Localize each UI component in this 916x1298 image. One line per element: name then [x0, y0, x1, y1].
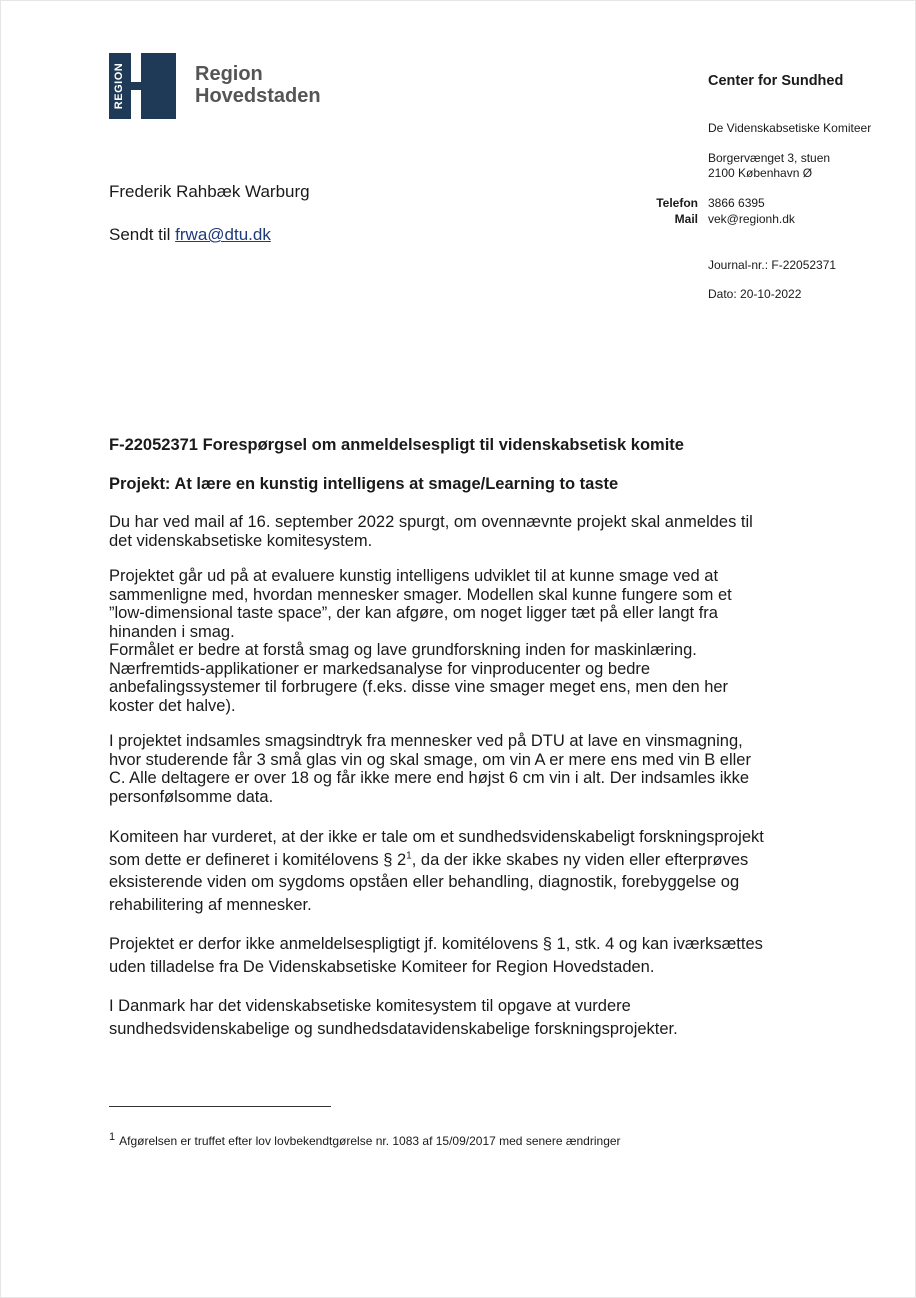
subject-heading: F-22052371 Forespørgsel om anmeldelsespligt til videnskabsetisk komite [109, 436, 684, 454]
project-heading: Projekt: At lære en kunstig intelligens at smage/Learning to taste [109, 475, 619, 493]
paragraph-6: Projektet er derfor ikke anmeldelsespligtigt jf. komitélovens § 1, stk. 4 og kan iværksættes uden tilladelse fra De Videnskabsetiske Komiteer for Region Hovedstaden. [109, 935, 763, 976]
recipient-email-link[interactable]: frwa@dtu.dk [175, 225, 271, 244]
footnote-number: 1 [109, 1131, 116, 1143]
paragraph-5 [109, 826, 769, 916]
logo-line1: Region [195, 63, 263, 85]
paragraph-5-part2: , da der ikke skabes ny viden eller efterprøves eksisterende viden om sygdoms opståen eller behandling, diagnostik, forebyggelse og rehabilitering af mennesker. [109, 850, 749, 914]
paragraph-4: I projektet indsamles smagsindtryk fra mennesker ved på DTU at lave en vinsmagning, hvor studerende får 3 små glas vin og skal smage, om vin A er mere ens med vin B eller C. Alle deltagere er over 18 og får ikke mere end højst 6 cm vin i alt. Der indsamles ikke personfølsomme data. [109, 732, 751, 806]
paragraph-5-part1: Komiteen har vurderet, at der ikke er tale om et sundhedsvidenskabeligt forskningsprojekt som dette er defineret i komitélovens § 2 [109, 828, 764, 869]
center-title: Center for Sundhed [708, 73, 844, 89]
address-line1: Borgervænget 3, stuen [708, 151, 831, 165]
letter-date: Dato: 20-10-2022 [708, 287, 802, 301]
mail-label: Mail [674, 212, 698, 226]
logo-mark-text: REGION [113, 62, 125, 110]
phone-value: 3866 6395 [708, 196, 765, 210]
footnote-text: Afgørelsen er truffet efter lov lovbekendtgørelse nr. 1083 af 15/09/2017 med senere ændringer [119, 1134, 621, 1148]
region-logo [109, 53, 321, 119]
sent-to-line [109, 225, 271, 245]
recipient-name: Frederik Rahbæk Warburg [109, 182, 310, 201]
paragraph-2: Projektet går ud på at evaluere kunstig intelligens udviklet til at kunne smage ved at sammenligne med, hvordan mennesker smager. Modellen skal kunne fungere som et ”low-dimensional taste space”, der kan afgøre, om noget ligger tæt på eller langt fra hinanden i smag. [109, 567, 732, 641]
paragraph-7: I Danmark har det videnskabsetiske komitesystem til opgave at vurdere sundhedsvidenskabelige og sundhedsdatavidenskabelige forskningsprojekter. [109, 997, 678, 1038]
committee-name: De Videnskabsetiske Komiteer [708, 121, 872, 135]
paragraph-3: Formålet er bedre at forstå smag og lave grundforskning inden for maskinlæring. Nærfremtids-applikationer er markedsanalyse for vinproducenter og bedre anbefalingssystemer til forbrugere (f.eks. disse vine smager meget ens, men den her koster det halve). [109, 641, 729, 715]
logo-wordmark [195, 63, 321, 107]
footnote-ref: 1 [406, 850, 412, 861]
address-line2: 2100 København Ø [708, 166, 813, 180]
logo-line2: Hovedstaden [195, 85, 321, 107]
footnote-divider [109, 1106, 331, 1107]
footnote [109, 1131, 621, 1148]
phone-label: Telefon [656, 196, 698, 210]
journal-number: Journal-nr.: F-22052371 [708, 258, 837, 272]
paragraph-1: Du har ved mail af 16. september 2022 spurgt, om ovennævnte projekt skal anmeldes til det videnskabsetiske komitesystem. [109, 513, 753, 550]
letter-body [109, 513, 769, 1057]
mail-value: vek@regionh.dk [708, 212, 795, 226]
logo-mark [109, 53, 176, 119]
sent-to-prefix: Sendt til [109, 225, 176, 244]
